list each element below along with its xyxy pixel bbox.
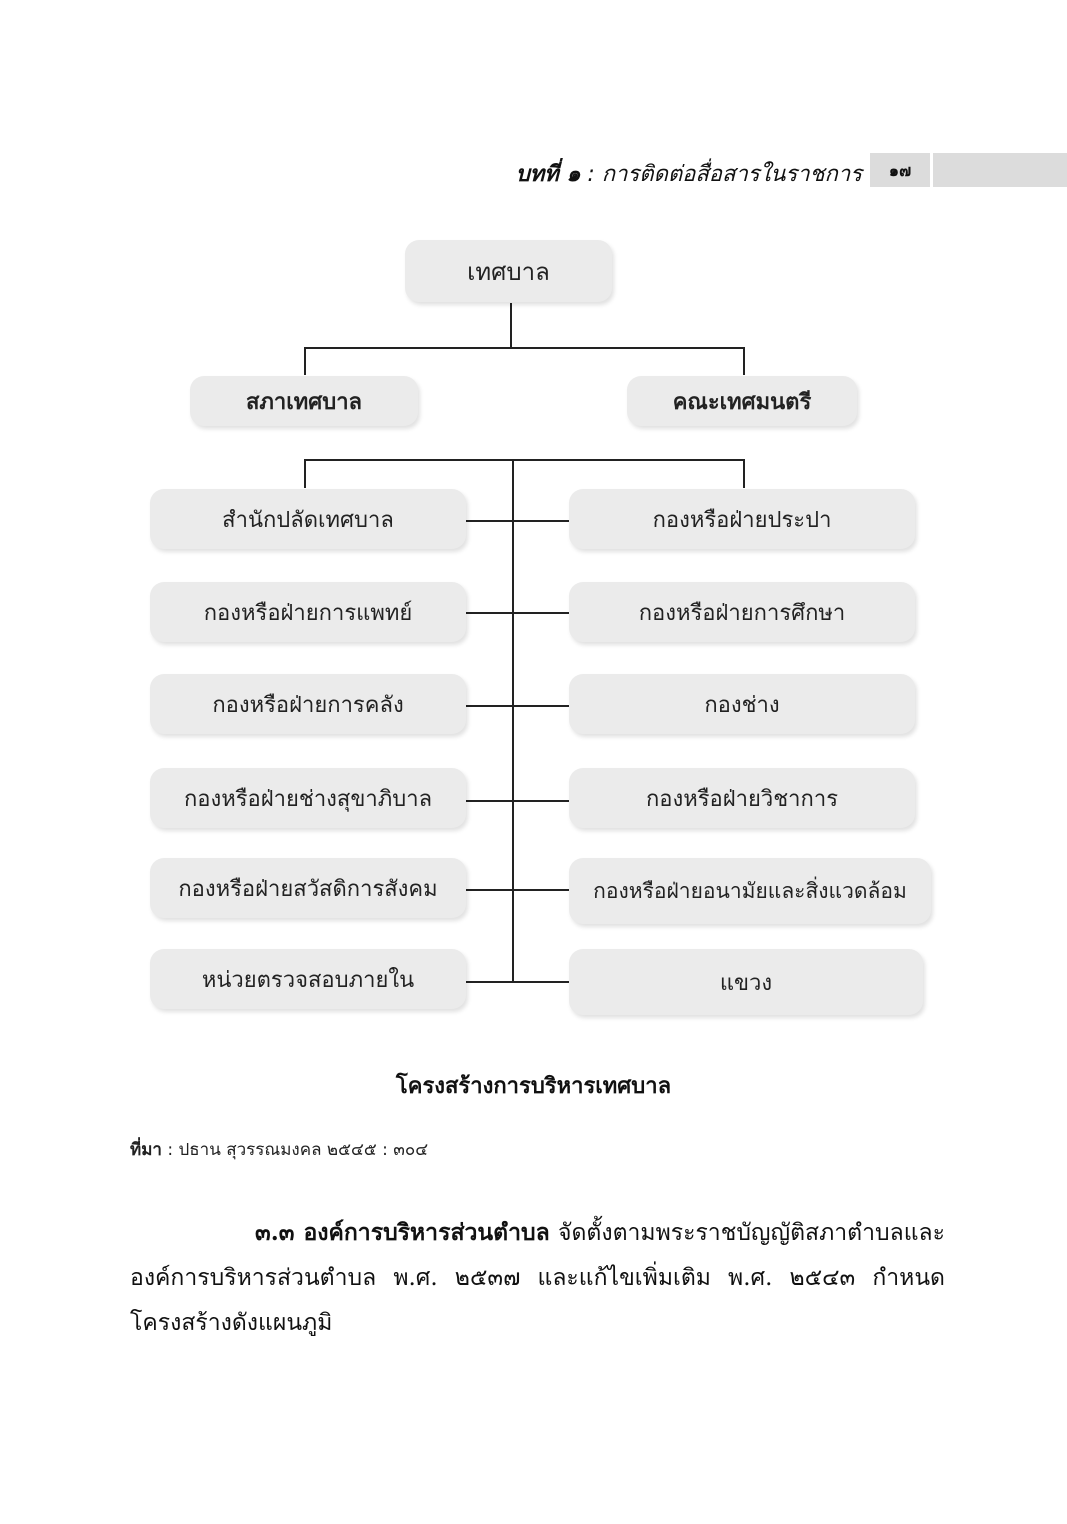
branch-line — [466, 520, 569, 522]
source-text: : ปธาน สุวรรณมงคล ๒๕๔๕ : ๓๐๔ — [167, 1140, 429, 1160]
chapter-label: บทที่ ๑ — [515, 162, 581, 187]
org-left-unit-box: กองหรือฝ่ายการคลัง — [150, 674, 466, 734]
body-paragraph — [130, 1210, 945, 1346]
source-label: ที่มา — [130, 1140, 162, 1160]
header-separator — [930, 153, 933, 187]
org-right-unit-box: แขวง — [569, 949, 923, 1015]
paragraph-body: จัดตั้งตามพระราชบัญญัติสภาตำบลและองค์การบริหารส่วนตำบล พ.ศ. ๒๕๓๗ และแก้ไขเพิ่มเติม พ.ศ. ๒๕๔๓ กำหนดโครงสร้างดังแผนภูมิ — [130, 1220, 945, 1336]
trunk-line — [512, 459, 514, 982]
org-council-box: สภาเทศบาล — [190, 376, 418, 426]
chapter-title: : การติดต่อสื่อสารในราชการ — [587, 162, 862, 187]
org-left-unit-box: กองหรือฝ่ายการแพทย์ — [150, 582, 466, 642]
page-number: ๑๗ — [888, 161, 912, 180]
connector-line — [510, 303, 512, 349]
org-left-unit-box: กองหรือฝ่ายช่างสุขาภิบาล — [150, 768, 466, 828]
connector-line — [304, 347, 745, 349]
org-left-unit-box: สำนักปลัดเทศบาล — [150, 489, 466, 549]
section-heading: ๓.๓ องค์การบริหารส่วนตำบล — [255, 1219, 550, 1246]
org-right-unit-box: กองหรือฝ่ายการศึกษา — [569, 582, 915, 642]
connector-line — [743, 459, 745, 488]
org-root-box: เทศบาล — [405, 240, 612, 302]
connector-line — [304, 459, 306, 488]
branch-line — [466, 800, 569, 802]
branch-line — [466, 889, 569, 891]
org-left-unit-box: กองหรือฝ่ายสวัสดิการสังคม — [150, 858, 466, 918]
connector-line — [304, 347, 306, 375]
org-right-unit-box: กองหรือฝ่ายอนามัยและสิ่งแวดล้อม — [569, 858, 931, 924]
running-header — [516, 156, 862, 191]
chart-caption: โครงสร้างการบริหารเทศบาล — [395, 1074, 672, 1099]
connector-line — [743, 347, 745, 375]
connector-line — [304, 459, 745, 461]
branch-line — [466, 705, 569, 707]
org-right-unit-box: กองช่าง — [569, 674, 915, 734]
org-right-unit-box: กองหรือฝ่ายวิชาการ — [569, 768, 915, 828]
source-citation — [130, 1136, 428, 1163]
org-executive-box: คณะเทศมนตรี — [627, 376, 857, 426]
branch-line — [466, 981, 569, 983]
branch-line — [466, 612, 569, 614]
org-left-unit-box: หน่วยตรวจสอบภายใน — [150, 949, 466, 1009]
org-right-unit-box: กองหรือฝ่ายประปา — [569, 489, 915, 549]
